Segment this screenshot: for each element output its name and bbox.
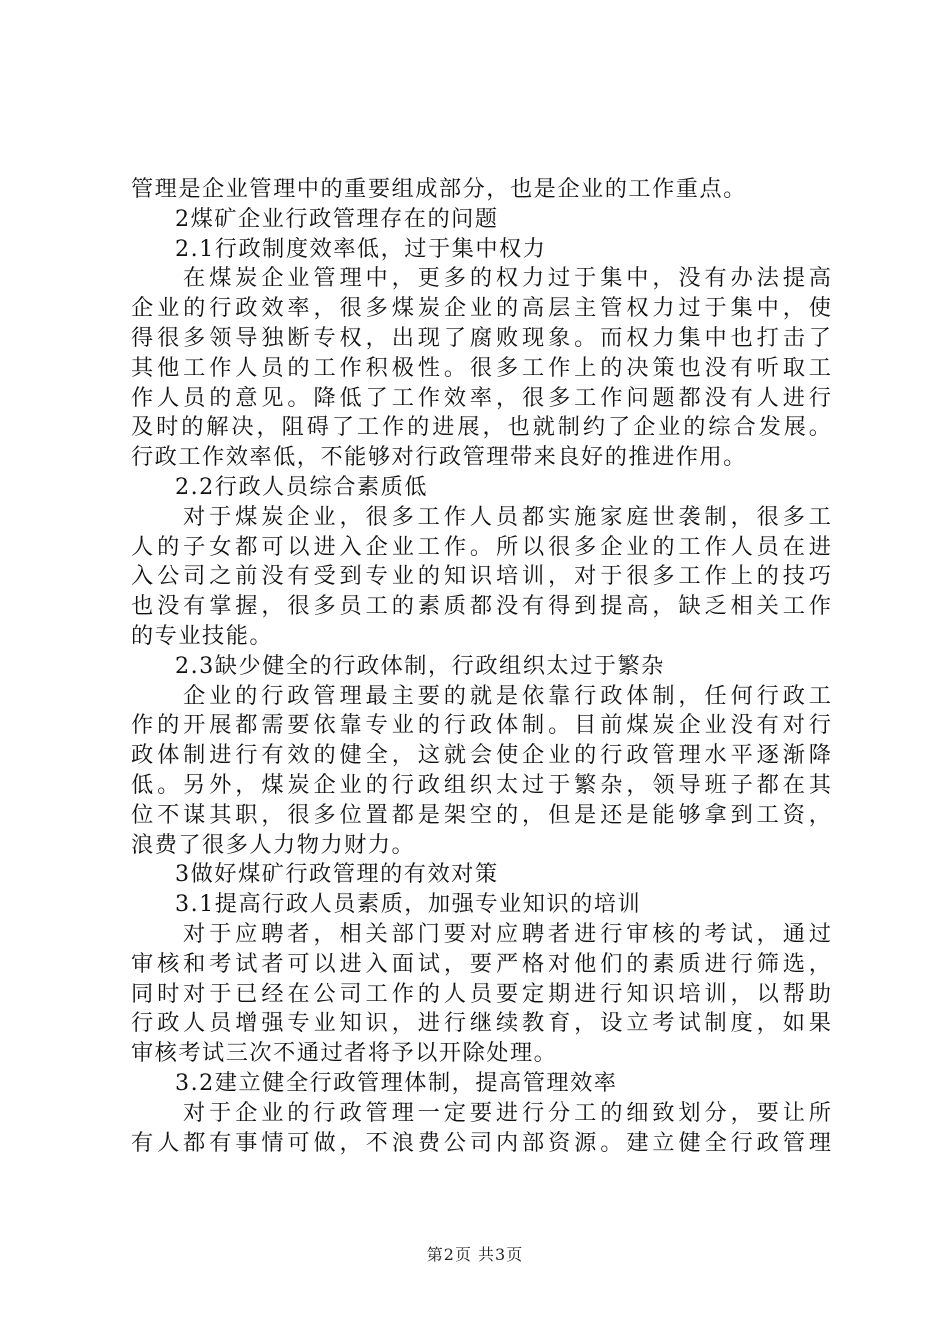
section-heading: 3做好煤矿行政管理的有效对策 bbox=[175, 861, 499, 888]
text-line: 的专业技能。 bbox=[131, 622, 274, 649]
text-line: 对于应聘者，相关部门要对应聘者进行审核的考试，通过 bbox=[183, 920, 831, 947]
text-line: 人的子女都可以进入企业工作。所以很多企业的工作人员在进 bbox=[131, 533, 831, 560]
text-line: 政体制进行有效的健全，这就会使企业的行政管理水平逐渐降 bbox=[131, 742, 831, 769]
text-line: 同时对于已经在公司工作的人员要定期进行知识培训，以帮助 bbox=[131, 980, 831, 1007]
text-line: 作人员的意见。降低了工作效率，很多工作问题都没有人进行 bbox=[131, 384, 831, 411]
text-line: 入公司之前没有受到专业的知识培训，对于很多工作上的技巧 bbox=[131, 563, 831, 590]
text-line: 位不谋其职，很多位置都是架空的，但是还是能够拿到工资， bbox=[131, 801, 831, 828]
section-heading: 2.1行政制度效率低，过于集中权力 bbox=[175, 235, 547, 262]
page-footer: 第2页 共3页 bbox=[426, 1245, 524, 1264]
text-line: 有人都有事情可做，不浪费公司内部资源。建立健全行政管理 bbox=[131, 1129, 831, 1156]
section-heading: 3.2建立健全行政管理体制，提高管理效率 bbox=[175, 1069, 618, 1096]
text-line: 对于企业的行政管理一定要进行分工的细致划分，要让所 bbox=[183, 1099, 831, 1126]
text-line: 企业的行政管理最主要的就是依靠行政体制，任何行政工 bbox=[183, 682, 831, 709]
text-line: 及时的解决，阻碍了工作的进展，也就制约了企业的综合发展。 bbox=[131, 414, 831, 441]
text-line: 得很多领导独断专权，出现了腐败现象。而权力集中也打击了 bbox=[131, 324, 831, 351]
document-body bbox=[131, 175, 831, 1158]
text-line: 对于煤炭企业，很多工作人员都实施家庭世袭制，很多工 bbox=[183, 503, 831, 530]
text-line: 审核和考试者可以进入面试，要严格对他们的素质进行筛选， bbox=[131, 950, 831, 977]
text-line: 企业的行政效率，很多煤炭企业的高层主管权力过于集中，使 bbox=[131, 295, 831, 322]
text-line: 其他工作人员的工作积极性。很多工作上的决策也没有听取工 bbox=[131, 354, 831, 381]
text-line: 作的开展都需要依靠专业的行政体制。目前煤炭企业没有对行 bbox=[131, 712, 831, 739]
section-heading: 2.2行政人员综合素质低 bbox=[175, 473, 428, 500]
section-heading: 2煤矿企业行政管理存在的问题 bbox=[175, 205, 499, 232]
text-line: 行政人员增强专业知识，进行继续教育，设立考试制度，如果 bbox=[131, 1010, 831, 1037]
text-line: 行政工作效率低，不能够对行政管理带来良好的推进作用。 bbox=[131, 444, 747, 471]
text-line: 审核考试三次不通过者将予以开除处理。 bbox=[131, 1040, 558, 1067]
text-line: 管理是企业管理中的重要组成部分，也是企业的工作重点。 bbox=[131, 176, 747, 202]
text-line: 低。另外，煤炭企业的行政组织太过于繁杂，领导班子都在其 bbox=[131, 771, 831, 798]
text-line: 也没有掌握，很多员工的素质都没有得到提高，缺乏相关工作 bbox=[131, 593, 831, 620]
section-heading: 3.1提高行政人员素质，加强专业知识的培训 bbox=[175, 891, 642, 918]
text-line: 浪费了很多人力物力财力。 bbox=[131, 831, 416, 858]
text-line: 在煤炭企业管理中，更多的权力过于集中，没有办法提高 bbox=[183, 265, 831, 292]
section-heading: 2.3缺少健全的行政体制，行政组织太过于繁杂 bbox=[175, 652, 665, 679]
